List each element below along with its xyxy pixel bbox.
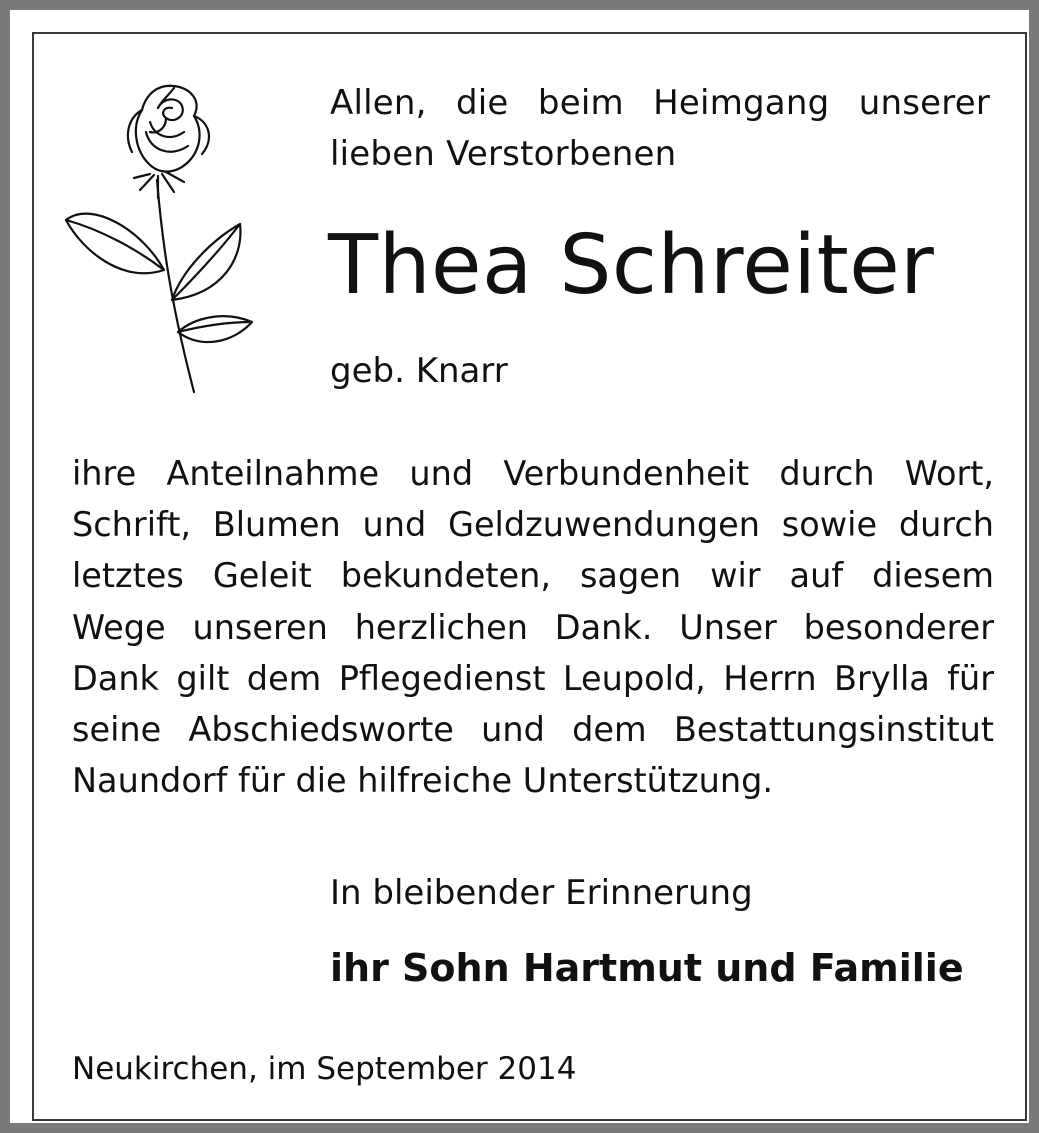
paragraph-line: seine Abschiedsworte und dem Bestattungsinstitut [72,710,994,750]
paragraph-line: letztes Geleit bekundeten, sagen wir auf diesem [72,556,994,596]
paragraph-line: Dank gilt dem Pflegedienst Leupold, Herrn Brylla für [72,658,994,698]
signature: ihr Sohn Hartmut und Familie [330,946,964,990]
thanks-paragraph [72,448,994,806]
intro-line: lieben Verstorbenen [330,134,677,174]
paragraph-line: Wege unseren herzlichen Dank. Unser besonderer [72,607,994,647]
paragraph-line: ihre Anteilnahme und Verbundenheit durch Wort, [72,454,994,493]
rose-icon [62,70,262,400]
intro-line: Allen, die beim Heimgang unserer [330,83,990,123]
closing-phrase: In bleibender Erinnerung [330,873,753,913]
birth-name: geb. Knarr [330,351,508,391]
place-date: Neukirchen, im September 2014 [72,1051,577,1087]
paragraph-line: Naundorf für die hilfreiche Unterstützung. [72,761,773,801]
paragraph-line: Schrift, Blumen und Geldzuwendungen sowie durch [72,505,994,545]
intro-text [330,78,990,180]
deceased-name: Thea Schreiter [328,218,935,313]
